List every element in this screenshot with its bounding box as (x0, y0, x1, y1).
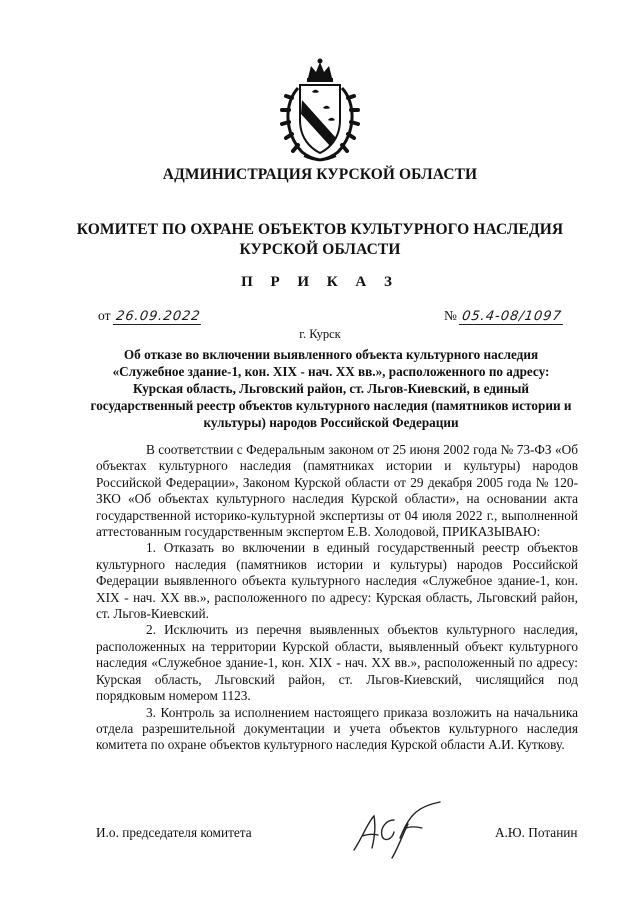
committee-title-line2: КУРСКОЙ ОБЛАСТИ (239, 241, 401, 258)
document-type-title: П Р И К А З (241, 274, 399, 290)
order-item-2: 2. Исключить из перечня выявленных объектов культурного наследия, расположенных на территории Курской области, выявленный объект культурного наследия «Служебное здание-1, кон. XIX - нач. XX вв.», расположенный по адресу: Курская область, Льговский район, ст. Льгов-Киевский, числящийся под порядковым номером 1123. (96, 622, 578, 704)
order-subject-heading: Об отказе во включении выявленного объекта культурного наследия «Служебное здание-1, кон. XIX - нач. XX вв.», расположенного по адресу: Курская область, Льговский район, ст. Льгов-Киевский, в единый государственный реестр объектов культурного наследия (памятников истории и культуры) народов Российской Федерации (90, 347, 572, 430)
order-item-3: 3. Контроль за исполнением настоящего приказа возложить на начальника отдела разрешительной документации и учета объектов культурного наследия комитета по охране объектов культурного наследия Курской области А.И. Куткову. (96, 704, 578, 753)
order-date (98, 308, 202, 325)
signatory-position: И.о. председателя комитета (96, 825, 252, 840)
signatory-name: А.Ю. Потанин (495, 825, 578, 840)
coat-of-arms-icon (278, 58, 362, 164)
committee-title-line1: КОМИТЕТ ПО ОХРАНЕ ОБЪЕКТОВ КУЛЬТУРНОГО НАСЛЕДИЯ (76, 221, 564, 238)
order-body (96, 442, 578, 754)
committee-title (0, 220, 640, 260)
date-value: 26.09.2022 (113, 309, 204, 325)
order-item-1: 1. Отказать во включении в единый государственный реестр объектов культурного наследия (памятников истории и культуры) народов Российской Федерации выявленного объекта культурного наследия «Служебное здание-1, кон. XIX - нач. XX вв.», расположенного по адресу: Курская область, Льговский район, ст. Льгов-Киевский. (96, 540, 578, 622)
number-prefix: № (444, 308, 457, 323)
order-number (444, 308, 564, 325)
handwritten-signature (348, 798, 444, 860)
number-value: 05.4-08/1097 (459, 309, 565, 325)
date-prefix: от (98, 308, 111, 323)
preamble-paragraph: В соответствии с Федеральным законом от 25 июня 2002 года № 73-ФЗ «Об объектах культурного наследия (памятниках истории и культуры) народов Российской Федерации», Законом Курской области от 29 декабря 2005 года № 120-ЗКО «Об объектах культурного наследия Курской области», на основании акта государственной историко-культурной экспертизы от 04 июля 2022 г., выполненной аттестованным государственным экспертом Е.В. Холодовой, ПРИКАЗЫВАЮ: (96, 442, 578, 540)
issue-city: г. Курск (299, 327, 341, 341)
administration-title: АДМИНИСТРАЦИЯ КУРСКОЙ ОБЛАСТИ (162, 166, 478, 183)
